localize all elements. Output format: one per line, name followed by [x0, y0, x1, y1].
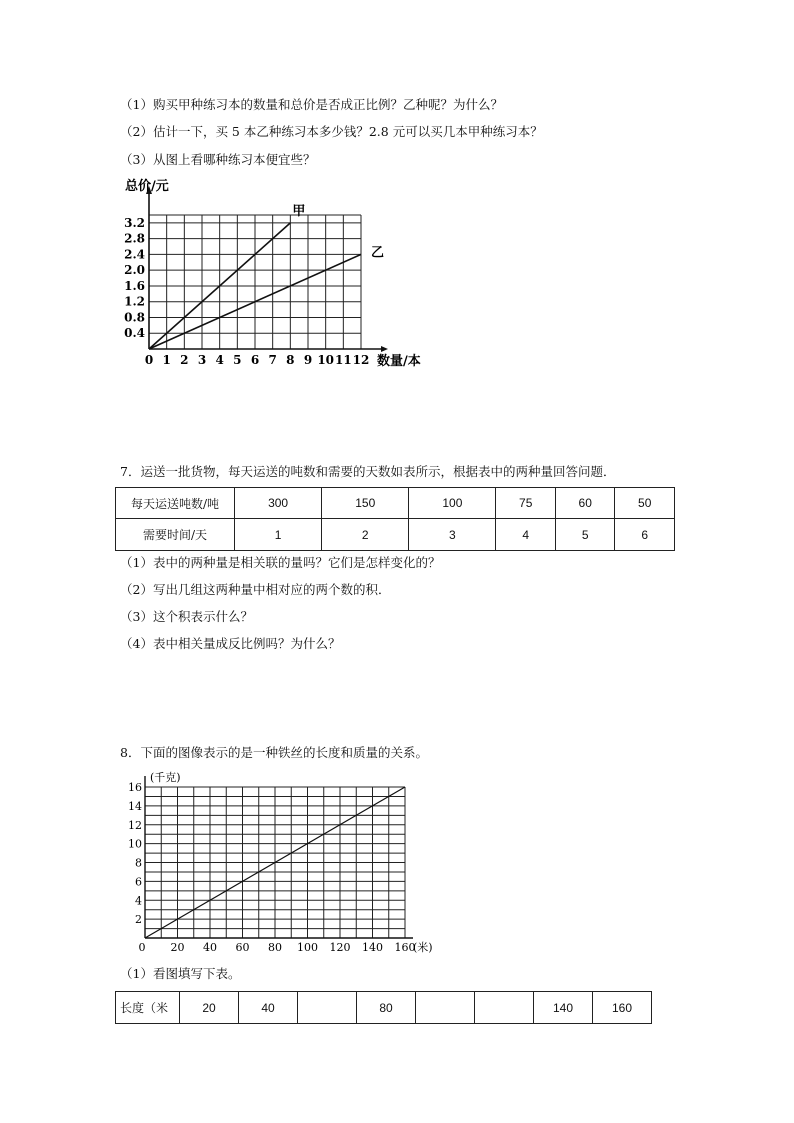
x-tick-label: 20: [170, 941, 185, 953]
x-tick-label: 11: [334, 353, 352, 367]
table-header-days: 需要时间/天: [116, 519, 235, 551]
table-cell: 1: [235, 519, 322, 551]
table-header-tons: 每天运送吨数/吨: [116, 488, 235, 519]
y-tick-label: 2.4: [124, 247, 145, 262]
table-cell: 300: [235, 488, 322, 519]
x-tick-label: 7: [268, 353, 277, 367]
question-6-3: （3）从图上看哪种练习本便宜些？: [120, 152, 316, 167]
x-tick-label: 120: [329, 941, 351, 953]
table-cell: 3: [409, 519, 496, 551]
question-8-1: （1）看图填写下表。: [120, 966, 241, 981]
x-tick-label: 4: [215, 353, 224, 367]
table-cell-blank[interactable]: [416, 992, 475, 1024]
y-tick-label: 6: [135, 875, 142, 889]
x-tick-label: 10: [317, 353, 335, 367]
y-tick-label: 3.2: [124, 215, 145, 230]
x-axis-label: 数量/本: [377, 354, 421, 369]
y-tick-label: 2.8: [124, 231, 145, 246]
table-cell: 50: [615, 488, 675, 519]
y-tick-label: 12: [128, 818, 142, 832]
x-tick-label: 1: [162, 353, 171, 367]
table-cell: 60: [555, 488, 615, 519]
table-cell-blank[interactable]: [475, 992, 534, 1024]
question-7-1: （1）表中的两种量是相关联的量吗？它们是怎样变化的？: [120, 555, 441, 570]
table-cell: 160: [593, 992, 652, 1024]
freight-table: [115, 487, 675, 551]
series-label: 乙: [371, 245, 385, 261]
table-cell: 5: [555, 519, 615, 551]
y-tick-label: 0.4: [124, 326, 145, 341]
x-tick-label: 6: [250, 353, 260, 367]
x-axis-label: (米): [413, 941, 433, 953]
table-cell: 40: [239, 992, 298, 1024]
x-tick-label: 8: [286, 353, 295, 367]
x-tick-label: 2: [180, 353, 189, 367]
table-cell: 140: [534, 992, 593, 1024]
y-tick-label: 1.6: [124, 278, 145, 293]
table-cell: 20: [180, 992, 239, 1024]
question-7-title: 7．运送一批货物，每天运送的吨数和需要的天数如表所示，根据表中的两种量回答问题．: [120, 464, 616, 479]
y-tick-label: 8: [135, 856, 142, 870]
question-6-2: （2）估计一下，买 5 本乙种练习本多少钱？2.8 元可以买几本甲种练习本？: [120, 124, 543, 139]
wire-table-header: 长度（米: [116, 992, 180, 1024]
x-tick-label: 0: [138, 941, 146, 953]
question-6-1: （1）购买甲种练习本的数量和总价是否成正比例？乙种呢？为什么？: [120, 97, 503, 112]
table-cell: 100: [409, 488, 496, 519]
x-tick-label: 12: [352, 353, 370, 367]
y-tick-label: 16: [128, 781, 142, 794]
series-label: 甲: [292, 203, 306, 219]
x-tick-label: 60: [235, 941, 250, 953]
y-tick-label: 10: [128, 837, 142, 851]
question-7-3: （3）这个积表示什么？: [120, 609, 253, 624]
y-tick-label: 1.2: [124, 294, 145, 309]
x-tick-label: 80: [268, 941, 282, 953]
x-tick-label: 160: [394, 941, 416, 953]
question-7-4: （4）表中相关量成反比例吗？为什么？: [120, 636, 341, 651]
y-tick-label: 0.8: [124, 310, 145, 325]
table-cell-blank[interactable]: [298, 992, 357, 1024]
x-tick-label: 140: [362, 941, 383, 953]
y-axis-label: 总价/元: [125, 179, 169, 194]
x-tick-label: 0: [144, 353, 154, 367]
table-cell: 150: [322, 488, 409, 519]
table-cell: 75: [496, 488, 556, 519]
table-cell: 4: [496, 519, 556, 551]
table-cell: 80: [357, 992, 416, 1024]
question-8-title: 8．下面的图像表示的是一种铁丝的长度和质量的关系。: [120, 745, 428, 760]
y-axis-label: (千克): [150, 771, 181, 784]
x-tick-label: 5: [233, 353, 242, 367]
x-tick-label: 40: [203, 941, 217, 953]
table-cell: 6: [615, 519, 675, 551]
wire-table: [115, 991, 652, 1024]
x-tick-label: 3: [197, 353, 207, 367]
y-tick-label: 2.0: [124, 263, 145, 278]
y-tick-label: 14: [128, 799, 142, 813]
wire-length-mass-chart: [112, 768, 452, 953]
y-tick-label: 4: [135, 894, 142, 908]
x-axis-arrow: [381, 346, 388, 352]
x-tick-label: 100: [297, 941, 318, 953]
y-tick-label: 2: [135, 913, 142, 927]
table-cell: 2: [322, 519, 409, 551]
question-7-2: （2）写出几组这两种量中相对应的两个数的积．: [120, 582, 391, 597]
price-quantity-chart: [112, 178, 442, 373]
x-tick-label: 9: [303, 353, 313, 367]
